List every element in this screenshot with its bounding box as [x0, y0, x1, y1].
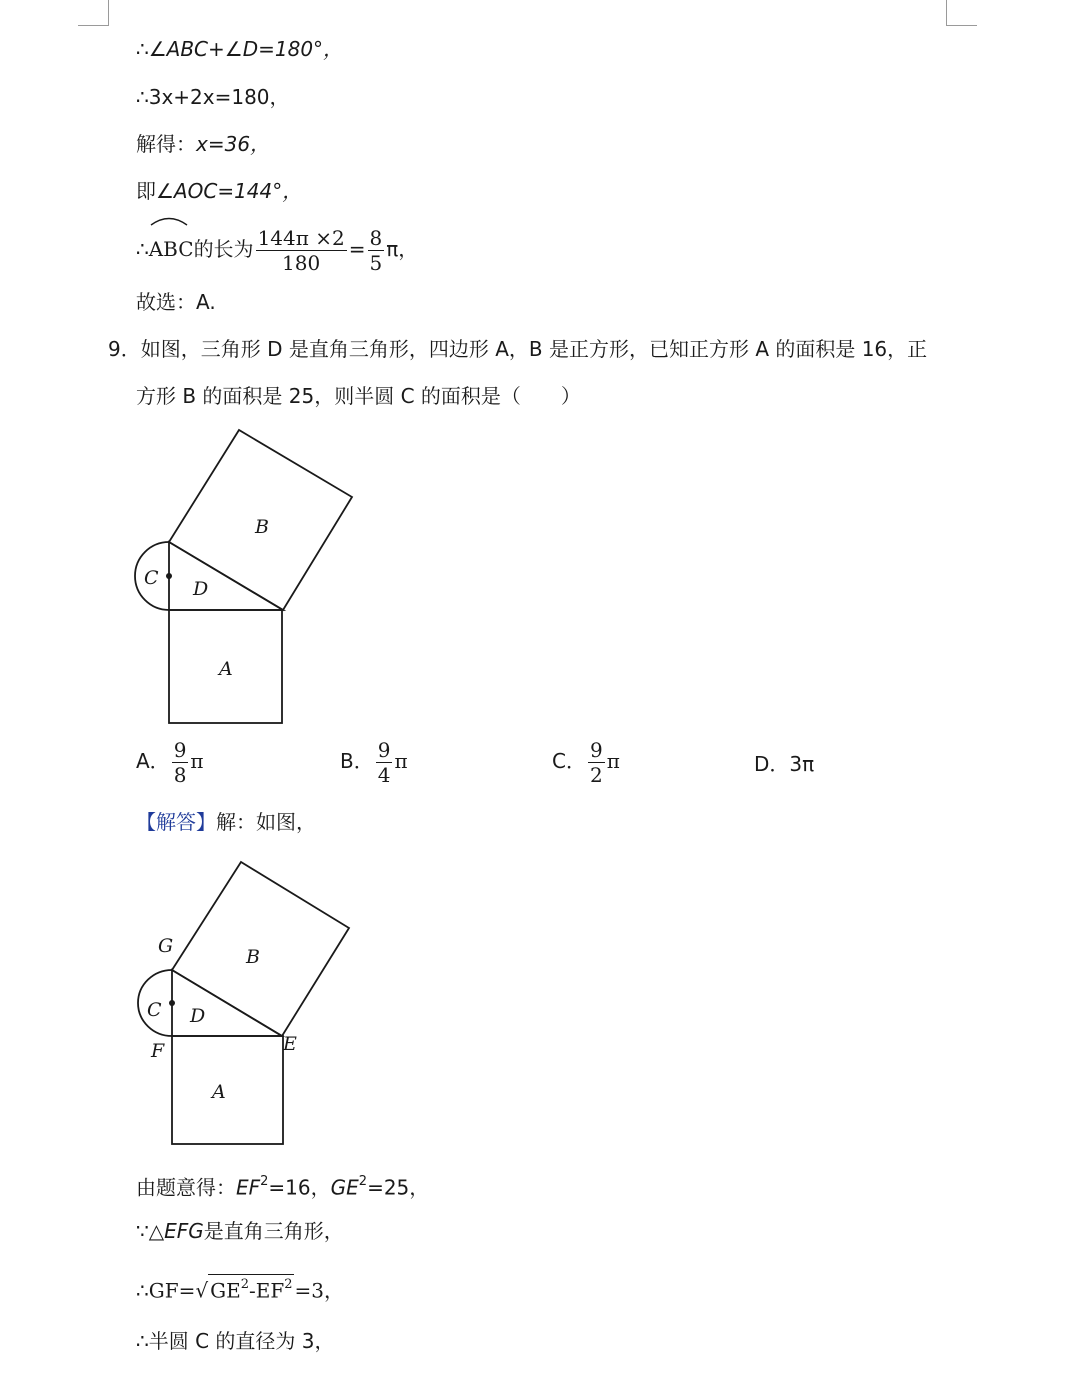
given-prefix: 由题意得：: [136, 1175, 236, 1200]
triangle-efg-shape: [172, 970, 282, 1036]
right-triangle-prefix: ∵△: [136, 1219, 165, 1243]
solution-figure: [120, 850, 380, 1160]
solution-line-angle-sum: ∴∠ABC+∠D=180°，: [136, 37, 344, 61]
arc-result-tail: π，: [386, 237, 419, 261]
option-d: [754, 750, 814, 778]
sqrt-radicand: [208, 1274, 294, 1303]
figure2-label-e: E: [283, 1033, 297, 1055]
option-a-denominator: 8: [173, 763, 187, 787]
sqrt-ge: GE: [210, 1278, 241, 1303]
figure1-label-d: D: [193, 578, 209, 600]
figure2-label-c: C: [147, 999, 162, 1021]
sqrt-icon: √: [195, 1278, 209, 1303]
arc-length-fraction: [256, 226, 347, 275]
question-figure: [120, 420, 380, 740]
given-ef-value: =16，: [268, 1175, 331, 1200]
option-c-pi: π: [606, 749, 620, 773]
solution-given: [136, 1170, 429, 1202]
solution-diameter: ∴半圆 C 的直径为 3，: [136, 1329, 335, 1353]
solution-line-angle-aoc: [136, 177, 302, 205]
solution-line-arc-length: [136, 222, 418, 275]
angle-aoc-expression: ∠AOC=144°，: [156, 179, 303, 203]
solve-prefix: 解得：: [136, 132, 196, 156]
semicircle-center-dot: [166, 573, 172, 579]
arc-result-numerator: 8: [369, 226, 383, 250]
option-b-letter: B．: [340, 749, 374, 773]
figure2-label-a: A: [212, 1081, 226, 1103]
sqrt-ge-exponent: 2: [240, 1277, 249, 1292]
option-c: [552, 738, 620, 787]
figure2-label-b: B: [246, 946, 260, 968]
arc-abc: [149, 222, 194, 274]
option-a-numerator: 9: [173, 738, 187, 762]
angle-aoc-prefix: 即: [136, 179, 156, 203]
option-a-letter: A．: [136, 749, 170, 773]
answer-heading: [136, 808, 316, 836]
option-b-fraction: [376, 738, 393, 787]
question-9-line-2: 方形 B 的面积是 25，则半圆 C 的面积是（ ）: [136, 384, 581, 408]
arc-length-denominator: 180: [282, 251, 321, 275]
option-b: [340, 738, 408, 787]
option-d-letter: D．: [754, 752, 790, 776]
option-b-denominator: 4: [377, 763, 391, 787]
sqrt-minus-ef: -EF: [248, 1278, 285, 1303]
option-c-fraction: [588, 738, 605, 787]
figure1-label-c: C: [144, 567, 159, 589]
option-a-fraction: [172, 738, 189, 787]
gf-prefix: ∴: [136, 1278, 149, 1303]
triangle-d-shape: [169, 542, 283, 610]
figure2-label-d: D: [190, 1005, 206, 1027]
arc-symbol-icon: [149, 214, 189, 226]
given-ge-value: =25，: [367, 1175, 430, 1200]
page-corner-mark-left: [78, 0, 109, 26]
figure1-label-a: A: [219, 658, 233, 680]
given-ge-exponent: 2: [358, 1174, 368, 1189]
triangle-efg-name: EFG: [164, 1219, 204, 1243]
figure1-label-b: B: [255, 516, 269, 538]
option-a-pi: π: [190, 749, 204, 773]
arc-result-denominator: 5: [369, 251, 383, 275]
gf-result: =3，: [294, 1278, 344, 1303]
page-corner-mark-right: [946, 0, 977, 26]
arc-result-fraction: [368, 226, 385, 275]
semicircle-center-dot: [169, 1000, 175, 1006]
solution-line-choice: 故选：A.: [136, 290, 216, 314]
figure2-label-g: G: [158, 935, 174, 957]
option-d-value: 3π: [789, 752, 815, 776]
option-b-numerator: 9: [377, 738, 391, 762]
solution-gf-value: [136, 1274, 344, 1305]
arc-length-text: 的长为: [193, 237, 254, 261]
given-ge: GE: [330, 1175, 359, 1200]
equals-sign: =: [348, 237, 366, 261]
arc-abc-label: ABC: [148, 237, 194, 261]
option-b-pi: π: [394, 749, 408, 773]
given-ef: EF: [236, 1175, 261, 1200]
solution-line-equation: ∴3x+2x=180，: [136, 85, 290, 109]
answer-tag: 【解答】: [136, 810, 216, 834]
option-c-letter: C．: [552, 749, 586, 773]
given-ef-exponent: 2: [260, 1174, 269, 1189]
option-c-numerator: 9: [589, 738, 603, 762]
solution-right-triangle: [136, 1217, 344, 1245]
option-a: [136, 738, 204, 787]
question-9-line-1: 9．如图，三角形 D 是直角三角形，四边形 A，B 是正方形，已知正方形 A 的面积是 16，正: [108, 337, 928, 361]
gf-lhs: GF=: [148, 1278, 196, 1303]
figure2-label-f: F: [151, 1040, 165, 1062]
arc-length-prefix: ∴: [136, 237, 149, 261]
solve-expression: x=36，: [196, 132, 271, 156]
answer-intro: 解：如图，: [216, 810, 316, 834]
solution-line-solve: [136, 130, 270, 158]
right-triangle-text: 是直角三角形，: [203, 1219, 344, 1243]
sqrt-ef-exponent: 2: [284, 1277, 293, 1292]
arc-length-numerator: 144π ×2: [257, 226, 345, 250]
square-a-shape: [172, 1036, 283, 1144]
option-c-denominator: 2: [589, 763, 603, 787]
